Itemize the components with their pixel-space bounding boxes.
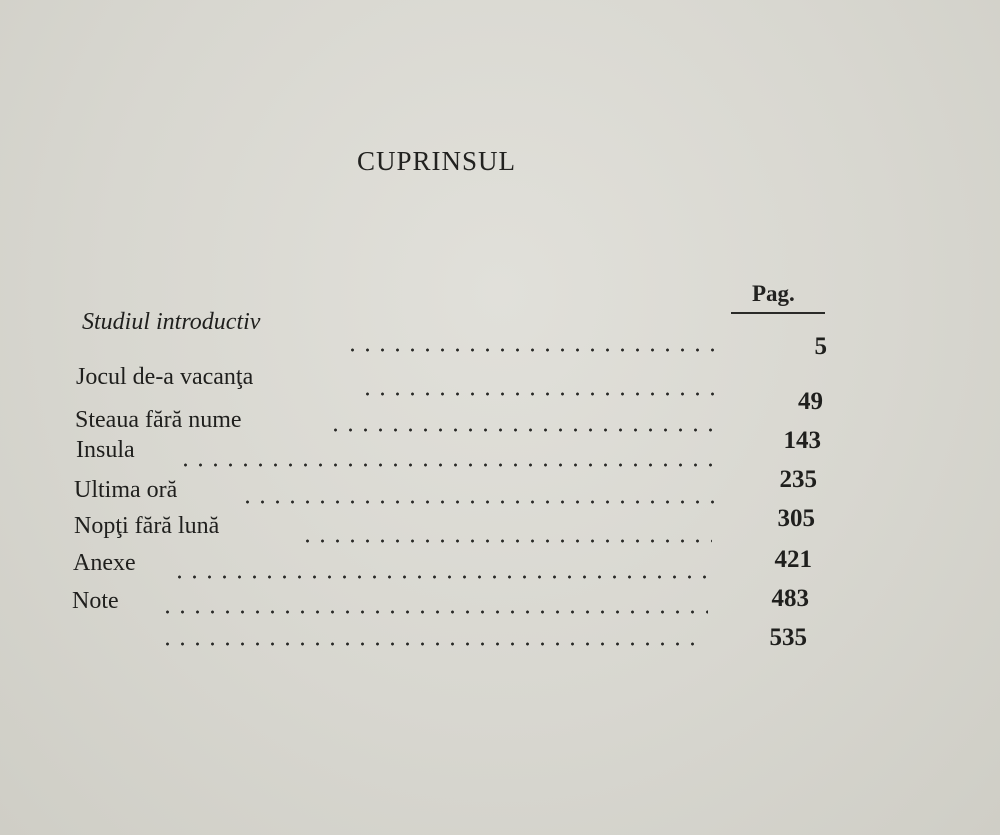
- toc-leader-dots: [360, 392, 722, 396]
- toc-leader-dots: [172, 575, 710, 579]
- page-title: CUPRINSUL: [357, 146, 517, 176]
- toc-entry-page: 5: [814, 333, 827, 360]
- toc-leader-dots: [328, 428, 720, 432]
- toc-entry-page: 235: [779, 466, 817, 493]
- toc-entry-label: Jocul de-a vacanţa: [76, 364, 254, 390]
- toc-leader-dots: [178, 463, 718, 467]
- toc-leader-dots: [160, 642, 705, 646]
- toc-entry-page: 535: [769, 624, 807, 651]
- toc-entry-page: 483: [771, 585, 809, 612]
- toc-entry-page: 421: [774, 546, 812, 573]
- toc-leader-dots: [160, 610, 708, 614]
- toc-entry-label: Steaua fără nume: [75, 407, 242, 433]
- toc-entry-label: Note: [72, 588, 119, 614]
- toc-entry-label: Anexe: [73, 550, 136, 576]
- toc-leader-dots: [300, 539, 712, 543]
- toc-entry-page: 143: [783, 427, 821, 454]
- page-column-header: Pag.: [752, 281, 795, 306]
- toc-entry-label: Nopţi fără lună: [74, 513, 220, 539]
- page-column-rule: [731, 312, 825, 314]
- toc-entry-label: Studiul introductiv: [82, 309, 261, 335]
- toc-entry-label: Ultima oră: [74, 477, 178, 503]
- toc-leader-dots: [345, 348, 725, 352]
- toc-entry-page: 305: [777, 505, 815, 532]
- toc-leader-dots: [240, 500, 715, 504]
- toc-entry-label: Insula: [76, 437, 135, 463]
- toc-entry-page: 49: [798, 388, 823, 415]
